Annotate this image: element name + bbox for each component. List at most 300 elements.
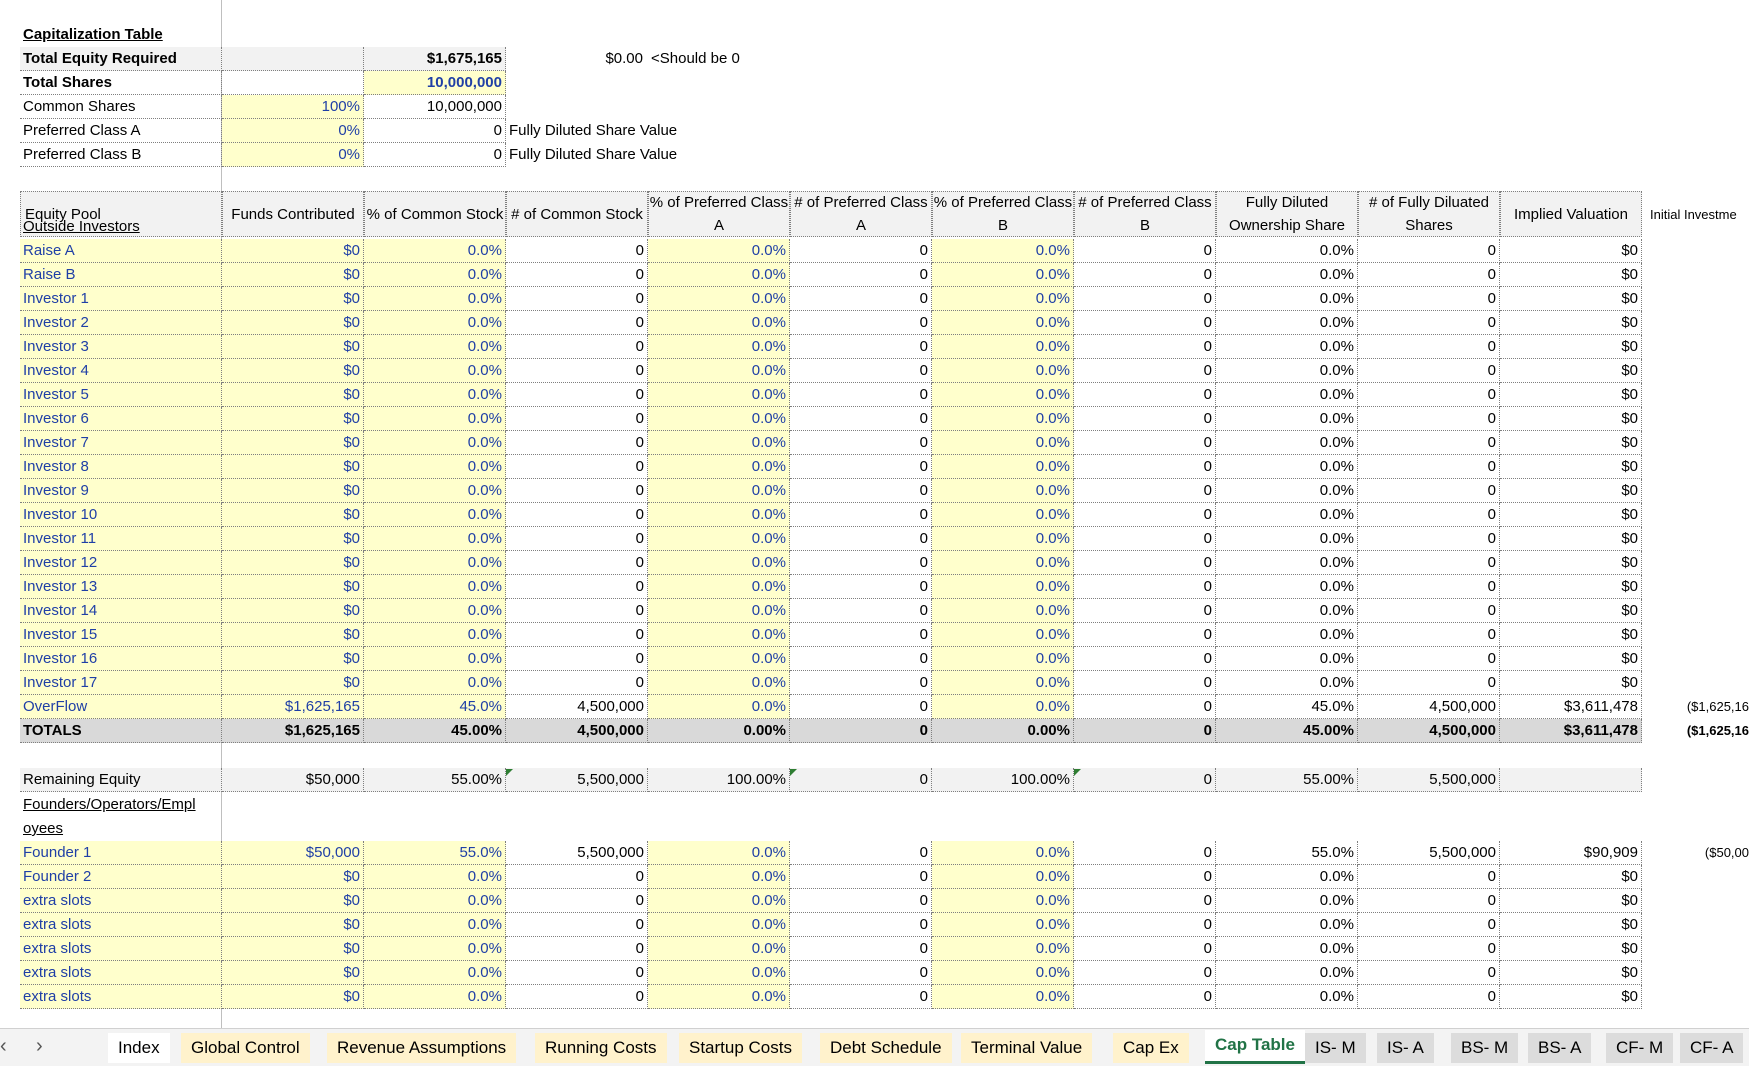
num-common-cell[interactable]: 0 <box>506 503 648 527</box>
summary-pct[interactable]: 0% <box>222 143 364 167</box>
summary-value[interactable]: 0 <box>364 143 506 167</box>
fully-diluted-share-cell[interactable]: 0.0% <box>1216 239 1358 263</box>
pct-pref-a-cell[interactable]: 0.0% <box>648 263 790 287</box>
funds-contributed-cell[interactable]: $0 <box>222 599 364 623</box>
num-pref-b-cell[interactable]: 0 <box>1074 455 1216 479</box>
pct-pref-a-cell[interactable]: 100.00% <box>648 768 790 792</box>
sheet-tab-running-costs[interactable]: Running Costs <box>535 1033 667 1063</box>
equity-pool-cell[interactable]: Investor 11 <box>20 527 222 551</box>
sheet-tab-debt-schedule[interactable]: Debt Schedule <box>820 1033 952 1063</box>
fully-diluted-share-cell[interactable]: 55.00% <box>1216 768 1358 792</box>
funds-contributed-cell[interactable]: $0 <box>222 647 364 671</box>
num-fully-diluted-cell[interactable]: 0 <box>1358 551 1500 575</box>
pct-pref-a-cell[interactable]: 0.0% <box>648 937 790 961</box>
num-common-cell[interactable]: 0 <box>506 937 648 961</box>
equity-pool-cell[interactable]: Investor 17 <box>20 671 222 695</box>
pct-common-cell[interactable]: 0.0% <box>364 407 506 431</box>
num-pref-a-cell[interactable]: 0 <box>790 768 932 792</box>
num-common-cell[interactable]: 0 <box>506 359 648 383</box>
pct-pref-a-cell[interactable]: 0.0% <box>648 985 790 1009</box>
pct-pref-a-cell[interactable]: 0.0% <box>648 695 790 719</box>
funds-contributed-cell[interactable]: $0 <box>222 551 364 575</box>
num-common-cell[interactable]: 0 <box>506 913 648 937</box>
pct-pref-b-cell[interactable]: 0.0% <box>932 503 1074 527</box>
pct-pref-a-cell[interactable]: 0.0% <box>648 671 790 695</box>
fully-diluted-share-cell[interactable]: 0.0% <box>1216 671 1358 695</box>
num-common-cell[interactable]: 5,500,000 <box>506 768 648 792</box>
pct-common-cell[interactable]: 0.0% <box>364 623 506 647</box>
num-pref-b-cell[interactable]: 0 <box>1074 311 1216 335</box>
num-common-cell[interactable]: 0 <box>506 287 648 311</box>
pct-pref-b-cell[interactable]: 0.0% <box>932 961 1074 985</box>
fully-diluted-share-cell[interactable]: 0.0% <box>1216 503 1358 527</box>
num-pref-a-cell[interactable]: 0 <box>790 841 932 865</box>
sheet-tab-cap-table[interactable]: Cap Table <box>1205 1030 1305 1064</box>
implied-valuation-cell[interactable]: $0 <box>1500 913 1642 937</box>
funds-contributed-cell[interactable]: $0 <box>222 961 364 985</box>
equity-pool-cell[interactable]: Investor 6 <box>20 407 222 431</box>
implied-valuation-cell[interactable]: $0 <box>1500 455 1642 479</box>
num-pref-b-cell[interactable]: 0 <box>1074 961 1216 985</box>
equity-pool-cell[interactable]: OverFlow <box>20 695 222 719</box>
funds-contributed-cell[interactable]: $0 <box>222 913 364 937</box>
num-pref-b-cell[interactable]: 0 <box>1074 431 1216 455</box>
funds-contributed-cell[interactable]: $0 <box>222 311 364 335</box>
sheet-tab-revenue-assumptions[interactable]: Revenue Assumptions <box>327 1033 516 1063</box>
num-fully-diluted-cell[interactable]: 4,500,000 <box>1358 695 1500 719</box>
fully-diluted-share-cell[interactable]: 0.0% <box>1216 479 1358 503</box>
summary-label[interactable]: Total Shares <box>20 71 222 95</box>
implied-valuation-cell[interactable]: $0 <box>1500 239 1642 263</box>
implied-valuation-cell[interactable]: $0 <box>1500 551 1642 575</box>
fully-diluted-share-cell[interactable]: 0.0% <box>1216 431 1358 455</box>
pct-pref-b-cell[interactable]: 0.0% <box>932 937 1074 961</box>
funds-contributed-cell[interactable]: $0 <box>222 865 364 889</box>
pct-pref-a-cell[interactable]: 0.0% <box>648 527 790 551</box>
num-fully-diluted-cell[interactable]: 0 <box>1358 985 1500 1009</box>
pct-pref-b-cell[interactable]: 100.00% <box>932 768 1074 792</box>
pct-pref-b-cell[interactable]: 0.0% <box>932 479 1074 503</box>
num-pref-a-cell[interactable]: 0 <box>790 431 932 455</box>
summary-value[interactable]: $1,675,165 <box>364 47 506 71</box>
equity-pool-cell[interactable]: extra slots <box>20 913 222 937</box>
funds-contributed-cell[interactable]: $50,000 <box>222 841 364 865</box>
num-common-cell[interactable]: 0 <box>506 431 648 455</box>
pct-pref-a-cell[interactable]: 0.0% <box>648 913 790 937</box>
pct-pref-b-cell[interactable]: 0.0% <box>932 671 1074 695</box>
funds-contributed-cell[interactable]: $0 <box>222 937 364 961</box>
pct-common-cell[interactable]: 45.00% <box>364 719 506 743</box>
num-fully-diluted-cell[interactable]: 0 <box>1358 865 1500 889</box>
num-common-cell[interactable]: 0 <box>506 961 648 985</box>
summary-value[interactable]: 10,000,000 <box>364 95 506 119</box>
num-common-cell[interactable]: 0 <box>506 455 648 479</box>
num-fully-diluted-cell[interactable]: 0 <box>1358 961 1500 985</box>
num-pref-a-cell[interactable]: 0 <box>790 937 932 961</box>
equity-pool-cell[interactable]: extra slots <box>20 937 222 961</box>
summary-pct[interactable] <box>222 71 364 95</box>
num-fully-diluted-cell[interactable]: 0 <box>1358 503 1500 527</box>
num-pref-a-cell[interactable]: 0 <box>790 671 932 695</box>
pct-pref-b-cell[interactable]: 0.0% <box>932 913 1074 937</box>
sheet-tab-bs-m[interactable]: BS- M <box>1451 1033 1518 1063</box>
pct-pref-b-cell[interactable]: 0.0% <box>932 623 1074 647</box>
funds-contributed-cell[interactable]: $0 <box>222 527 364 551</box>
num-pref-b-cell[interactable]: 0 <box>1074 719 1216 743</box>
pct-common-cell[interactable]: 0.0% <box>364 865 506 889</box>
funds-contributed-cell[interactable]: $0 <box>222 335 364 359</box>
num-pref-b-cell[interactable]: 0 <box>1074 985 1216 1009</box>
num-common-cell[interactable]: 0 <box>506 647 648 671</box>
num-common-cell[interactable]: 0 <box>506 335 648 359</box>
num-fully-diluted-cell[interactable]: 0 <box>1358 479 1500 503</box>
implied-valuation-cell[interactable]: $0 <box>1500 647 1642 671</box>
summary-label[interactable]: Preferred Class B <box>20 143 222 167</box>
implied-valuation-cell[interactable]: $0 <box>1500 575 1642 599</box>
implied-valuation-cell[interactable]: $0 <box>1500 431 1642 455</box>
num-pref-a-cell[interactable]: 0 <box>790 961 932 985</box>
pct-pref-b-cell[interactable]: 0.0% <box>932 865 1074 889</box>
equity-pool-cell[interactable]: Investor 5 <box>20 383 222 407</box>
num-pref-a-cell[interactable]: 0 <box>790 503 932 527</box>
pct-pref-a-cell[interactable]: 0.0% <box>648 455 790 479</box>
equity-pool-cell[interactable]: extra slots <box>20 889 222 913</box>
funds-contributed-cell[interactable]: $1,625,165 <box>222 695 364 719</box>
equity-pool-cell[interactable]: Raise B <box>20 263 222 287</box>
num-pref-a-cell[interactable]: 0 <box>790 695 932 719</box>
pct-pref-b-cell[interactable]: 0.0% <box>932 575 1074 599</box>
equity-pool-cell[interactable]: Founder 1 <box>20 841 222 865</box>
num-common-cell[interactable]: 0 <box>506 239 648 263</box>
funds-contributed-cell[interactable]: $0 <box>222 985 364 1009</box>
implied-valuation-cell[interactable]: $0 <box>1500 985 1642 1009</box>
funds-contributed-cell[interactable]: $0 <box>222 359 364 383</box>
pct-pref-a-cell[interactable]: 0.0% <box>648 287 790 311</box>
equity-pool-cell[interactable]: Investor 3 <box>20 335 222 359</box>
funds-contributed-cell[interactable]: $0 <box>222 263 364 287</box>
num-pref-a-cell[interactable]: 0 <box>790 865 932 889</box>
fully-diluted-share-cell[interactable]: 0.0% <box>1216 263 1358 287</box>
fully-diluted-share-cell[interactable]: 55.0% <box>1216 841 1358 865</box>
pct-pref-a-cell[interactable]: 0.0% <box>648 359 790 383</box>
pct-pref-a-cell[interactable]: 0.0% <box>648 479 790 503</box>
funds-contributed-cell[interactable]: $0 <box>222 623 364 647</box>
summary-value[interactable]: 10,000,000 <box>364 71 506 95</box>
num-pref-b-cell[interactable]: 0 <box>1074 407 1216 431</box>
num-common-cell[interactable]: 4,500,000 <box>506 719 648 743</box>
num-common-cell[interactable]: 0 <box>506 527 648 551</box>
pct-pref-a-cell[interactable]: 0.0% <box>648 961 790 985</box>
funds-contributed-cell[interactable]: $0 <box>222 287 364 311</box>
fully-diluted-share-cell[interactable]: 45.0% <box>1216 695 1358 719</box>
equity-pool-cell[interactable]: Investor 1 <box>20 287 222 311</box>
num-pref-b-cell[interactable]: 0 <box>1074 479 1216 503</box>
implied-valuation-cell[interactable]: $0 <box>1500 263 1642 287</box>
sheet-tab-cap-ex[interactable]: Cap Ex <box>1113 1033 1189 1063</box>
pct-pref-b-cell[interactable]: 0.0% <box>932 551 1074 575</box>
sheet-tab-is-m[interactable]: IS- M <box>1305 1033 1366 1063</box>
summary-label[interactable]: Common Shares <box>20 95 222 119</box>
equity-pool-cell[interactable]: Investor 2 <box>20 311 222 335</box>
summary-label[interactable]: Preferred Class A <box>20 119 222 143</box>
fully-diluted-share-cell[interactable]: 0.0% <box>1216 889 1358 913</box>
num-fully-diluted-cell[interactable]: 0 <box>1358 623 1500 647</box>
num-pref-b-cell[interactable]: 0 <box>1074 889 1216 913</box>
equity-pool-cell[interactable]: Raise A <box>20 239 222 263</box>
funds-contributed-cell[interactable]: $0 <box>222 431 364 455</box>
implied-valuation-cell[interactable]: $3,611,478 <box>1500 719 1642 743</box>
pct-pref-a-cell[interactable]: 0.0% <box>648 575 790 599</box>
fully-diluted-share-cell[interactable]: 0.0% <box>1216 599 1358 623</box>
equity-pool-cell[interactable]: Investor 12 <box>20 551 222 575</box>
pct-pref-a-cell[interactable]: 0.00% <box>648 719 790 743</box>
implied-valuation-cell[interactable]: $0 <box>1500 359 1642 383</box>
num-common-cell[interactable]: 4,500,000 <box>506 695 648 719</box>
pct-pref-a-cell[interactable]: 0.0% <box>648 889 790 913</box>
num-pref-b-cell[interactable]: 0 <box>1074 768 1216 792</box>
num-fully-diluted-cell[interactable]: 5,500,000 <box>1358 841 1500 865</box>
num-pref-b-cell[interactable]: 0 <box>1074 671 1216 695</box>
implied-valuation-cell[interactable]: $0 <box>1500 311 1642 335</box>
num-pref-a-cell[interactable]: 0 <box>790 623 932 647</box>
num-pref-b-cell[interactable]: 0 <box>1074 623 1216 647</box>
num-fully-diluted-cell[interactable]: 0 <box>1358 359 1500 383</box>
fully-diluted-share-cell[interactable]: 0.0% <box>1216 575 1358 599</box>
num-pref-a-cell[interactable]: 0 <box>790 263 932 287</box>
equity-pool-cell[interactable]: Investor 13 <box>20 575 222 599</box>
implied-valuation-cell[interactable]: $0 <box>1500 335 1642 359</box>
pct-common-cell[interactable]: 0.0% <box>364 287 506 311</box>
num-fully-diluted-cell[interactable]: 0 <box>1358 599 1500 623</box>
num-pref-a-cell[interactable]: 0 <box>790 913 932 937</box>
pct-common-cell[interactable]: 0.0% <box>364 311 506 335</box>
pct-common-cell[interactable]: 55.0% <box>364 841 506 865</box>
equity-pool-cell[interactable]: Founder 2 <box>20 865 222 889</box>
sheet-tab-startup-costs[interactable]: Startup Costs <box>679 1033 802 1063</box>
num-pref-a-cell[interactable]: 0 <box>790 647 932 671</box>
summary-value[interactable]: 0 <box>364 119 506 143</box>
pct-common-cell[interactable]: 0.0% <box>364 479 506 503</box>
implied-valuation-cell[interactable]: $0 <box>1500 889 1642 913</box>
pct-common-cell[interactable]: 0.0% <box>364 455 506 479</box>
sheet-tab-cf-a[interactable]: CF- A <box>1680 1033 1743 1063</box>
pct-pref-a-cell[interactable]: 0.0% <box>648 431 790 455</box>
num-pref-a-cell[interactable]: 0 <box>790 719 932 743</box>
equity-pool-cell[interactable]: Investor 4 <box>20 359 222 383</box>
equity-pool-cell[interactable]: Investor 7 <box>20 431 222 455</box>
pct-common-cell[interactable]: 0.0% <box>364 575 506 599</box>
num-fully-diluted-cell[interactable]: 0 <box>1358 937 1500 961</box>
fully-diluted-share-cell[interactable]: 0.0% <box>1216 961 1358 985</box>
pct-common-cell[interactable]: 0.0% <box>364 889 506 913</box>
num-common-cell[interactable]: 0 <box>506 479 648 503</box>
num-pref-b-cell[interactable]: 0 <box>1074 599 1216 623</box>
funds-contributed-cell[interactable]: $0 <box>222 239 364 263</box>
num-common-cell[interactable]: 0 <box>506 263 648 287</box>
num-pref-b-cell[interactable]: 0 <box>1074 551 1216 575</box>
pct-common-cell[interactable]: 0.0% <box>364 985 506 1009</box>
fully-diluted-share-cell[interactable]: 0.0% <box>1216 311 1358 335</box>
num-pref-a-cell[interactable]: 0 <box>790 551 932 575</box>
num-fully-diluted-cell[interactable]: 0 <box>1358 431 1500 455</box>
equity-pool-cell[interactable]: Investor 15 <box>20 623 222 647</box>
num-pref-a-cell[interactable]: 0 <box>790 479 932 503</box>
num-common-cell[interactable]: 0 <box>506 671 648 695</box>
pct-common-cell[interactable]: 0.0% <box>364 263 506 287</box>
num-fully-diluted-cell[interactable]: 0 <box>1358 263 1500 287</box>
num-pref-a-cell[interactable]: 0 <box>790 311 932 335</box>
num-pref-a-cell[interactable]: 0 <box>790 239 932 263</box>
num-pref-a-cell[interactable]: 0 <box>790 383 932 407</box>
funds-contributed-cell[interactable]: $50,000 <box>222 768 364 792</box>
num-pref-b-cell[interactable]: 0 <box>1074 335 1216 359</box>
pct-common-cell[interactable]: 0.0% <box>364 527 506 551</box>
num-pref-b-cell[interactable]: 0 <box>1074 263 1216 287</box>
fully-diluted-share-cell[interactable]: 0.0% <box>1216 551 1358 575</box>
pct-pref-b-cell[interactable]: 0.0% <box>932 383 1074 407</box>
fully-diluted-share-cell[interactable]: 45.00% <box>1216 719 1358 743</box>
pct-pref-a-cell[interactable]: 0.0% <box>648 335 790 359</box>
pct-pref-a-cell[interactable]: 0.0% <box>648 407 790 431</box>
pct-pref-a-cell[interactable]: 0.0% <box>648 841 790 865</box>
summary-pct[interactable] <box>222 47 364 71</box>
pct-common-cell[interactable]: 0.0% <box>364 647 506 671</box>
num-fully-diluted-cell[interactable]: 0 <box>1358 671 1500 695</box>
chevron-left-icon[interactable]: ‹ <box>0 1035 7 1057</box>
num-pref-b-cell[interactable]: 0 <box>1074 503 1216 527</box>
summary-label[interactable]: Total Equity Required <box>20 47 222 71</box>
num-pref-b-cell[interactable]: 0 <box>1074 575 1216 599</box>
pct-pref-b-cell[interactable]: 0.0% <box>932 311 1074 335</box>
pct-pref-a-cell[interactable]: 0.0% <box>648 503 790 527</box>
pct-pref-b-cell[interactable]: 0.0% <box>932 455 1074 479</box>
implied-valuation-cell[interactable]: $0 <box>1500 865 1642 889</box>
num-common-cell[interactable]: 0 <box>506 551 648 575</box>
pct-common-cell[interactable]: 0.0% <box>364 431 506 455</box>
pct-common-cell[interactable]: 45.0% <box>364 695 506 719</box>
chevron-right-icon[interactable]: › <box>36 1035 43 1057</box>
num-fully-diluted-cell[interactable]: 0 <box>1358 455 1500 479</box>
implied-valuation-cell[interactable]: $3,611,478 <box>1500 695 1642 719</box>
num-common-cell[interactable]: 0 <box>506 865 648 889</box>
num-fully-diluted-cell[interactable]: 0 <box>1358 311 1500 335</box>
num-common-cell[interactable]: 0 <box>506 985 648 1009</box>
fully-diluted-share-cell[interactable]: 0.0% <box>1216 407 1358 431</box>
num-pref-b-cell[interactable]: 0 <box>1074 647 1216 671</box>
pct-common-cell[interactable]: 0.0% <box>364 503 506 527</box>
sheet-tab-is-a[interactable]: IS- A <box>1377 1033 1434 1063</box>
fully-diluted-share-cell[interactable]: 0.0% <box>1216 865 1358 889</box>
fully-diluted-share-cell[interactable]: 0.0% <box>1216 383 1358 407</box>
num-pref-b-cell[interactable]: 0 <box>1074 383 1216 407</box>
equity-pool-cell[interactable]: Remaining Equity <box>20 768 222 792</box>
pct-pref-b-cell[interactable]: 0.00% <box>932 719 1074 743</box>
pct-common-cell[interactable]: 0.0% <box>364 913 506 937</box>
sheet-tab-bs-a[interactable]: BS- A <box>1528 1033 1591 1063</box>
pct-pref-b-cell[interactable]: 0.0% <box>932 841 1074 865</box>
num-pref-b-cell[interactable]: 0 <box>1074 287 1216 311</box>
funds-contributed-cell[interactable]: $0 <box>222 889 364 913</box>
num-pref-b-cell[interactable]: 0 <box>1074 841 1216 865</box>
pct-pref-b-cell[interactable]: 0.0% <box>932 889 1074 913</box>
pct-pref-a-cell[interactable]: 0.0% <box>648 623 790 647</box>
num-pref-b-cell[interactable]: 0 <box>1074 527 1216 551</box>
num-fully-diluted-cell[interactable]: 4,500,000 <box>1358 719 1500 743</box>
num-pref-b-cell[interactable]: 0 <box>1074 913 1216 937</box>
num-common-cell[interactable]: 0 <box>506 407 648 431</box>
num-fully-diluted-cell[interactable]: 0 <box>1358 575 1500 599</box>
pct-pref-b-cell[interactable]: 0.0% <box>932 287 1074 311</box>
pct-pref-b-cell[interactable]: 0.0% <box>932 263 1074 287</box>
pct-pref-b-cell[interactable]: 0.0% <box>932 695 1074 719</box>
num-pref-b-cell[interactable]: 0 <box>1074 865 1216 889</box>
fully-diluted-share-cell[interactable]: 0.0% <box>1216 455 1358 479</box>
num-pref-b-cell[interactable]: 0 <box>1074 937 1216 961</box>
implied-valuation-cell[interactable]: $0 <box>1500 503 1642 527</box>
num-pref-a-cell[interactable]: 0 <box>790 527 932 551</box>
fully-diluted-share-cell[interactable]: 0.0% <box>1216 647 1358 671</box>
implied-valuation-cell[interactable]: $0 <box>1500 479 1642 503</box>
num-common-cell[interactable]: 0 <box>506 575 648 599</box>
pct-pref-b-cell[interactable]: 0.0% <box>932 647 1074 671</box>
pct-pref-b-cell[interactable]: 0.0% <box>932 239 1074 263</box>
pct-pref-b-cell[interactable]: 0.0% <box>932 407 1074 431</box>
fully-diluted-share-cell[interactable]: 0.0% <box>1216 623 1358 647</box>
num-pref-a-cell[interactable]: 0 <box>790 455 932 479</box>
pct-pref-b-cell[interactable]: 0.0% <box>932 985 1074 1009</box>
pct-pref-a-cell[interactable]: 0.0% <box>648 239 790 263</box>
equity-pool-cell[interactable]: TOTALS <box>20 719 222 743</box>
pct-pref-b-cell[interactable]: 0.0% <box>932 431 1074 455</box>
implied-valuation-cell[interactable]: $0 <box>1500 671 1642 695</box>
num-fully-diluted-cell[interactable]: 0 <box>1358 239 1500 263</box>
equity-pool-cell[interactable]: Investor 9 <box>20 479 222 503</box>
summary-pct[interactable]: 100% <box>222 95 364 119</box>
pct-pref-b-cell[interactable]: 0.0% <box>932 599 1074 623</box>
pct-pref-b-cell[interactable]: 0.0% <box>932 359 1074 383</box>
fully-diluted-share-cell[interactable]: 0.0% <box>1216 527 1358 551</box>
equity-pool-cell[interactable]: Investor 10 <box>20 503 222 527</box>
fully-diluted-share-cell[interactable]: 0.0% <box>1216 359 1358 383</box>
num-pref-b-cell[interactable]: 0 <box>1074 239 1216 263</box>
pct-common-cell[interactable]: 0.0% <box>364 671 506 695</box>
num-fully-diluted-cell[interactable]: 0 <box>1358 889 1500 913</box>
implied-valuation-cell[interactable]: $90,909 <box>1500 841 1642 865</box>
num-pref-a-cell[interactable]: 0 <box>790 889 932 913</box>
num-fully-diluted-cell[interactable]: 5,500,000 <box>1358 768 1500 792</box>
sheet-tab-terminal-value[interactable]: Terminal Value <box>961 1033 1092 1063</box>
pct-pref-a-cell[interactable]: 0.0% <box>648 599 790 623</box>
pct-pref-b-cell[interactable]: 0.0% <box>932 335 1074 359</box>
num-common-cell[interactable]: 0 <box>506 599 648 623</box>
num-common-cell[interactable]: 0 <box>506 623 648 647</box>
implied-valuation-cell[interactable]: $0 <box>1500 383 1642 407</box>
funds-contributed-cell[interactable]: $0 <box>222 575 364 599</box>
pct-common-cell[interactable]: 0.0% <box>364 335 506 359</box>
equity-pool-cell[interactable]: extra slots <box>20 961 222 985</box>
pct-common-cell[interactable]: 0.0% <box>364 239 506 263</box>
pct-pref-a-cell[interactable]: 0.0% <box>648 383 790 407</box>
funds-contributed-cell[interactable]: $0 <box>222 503 364 527</box>
fully-diluted-share-cell[interactable]: 0.0% <box>1216 937 1358 961</box>
num-pref-a-cell[interactable]: 0 <box>790 359 932 383</box>
fully-diluted-share-cell[interactable]: 0.0% <box>1216 287 1358 311</box>
fully-diluted-share-cell[interactable]: 0.0% <box>1216 913 1358 937</box>
num-common-cell[interactable]: 0 <box>506 383 648 407</box>
num-common-cell[interactable]: 0 <box>506 889 648 913</box>
num-pref-b-cell[interactable]: 0 <box>1074 695 1216 719</box>
num-pref-b-cell[interactable]: 0 <box>1074 359 1216 383</box>
